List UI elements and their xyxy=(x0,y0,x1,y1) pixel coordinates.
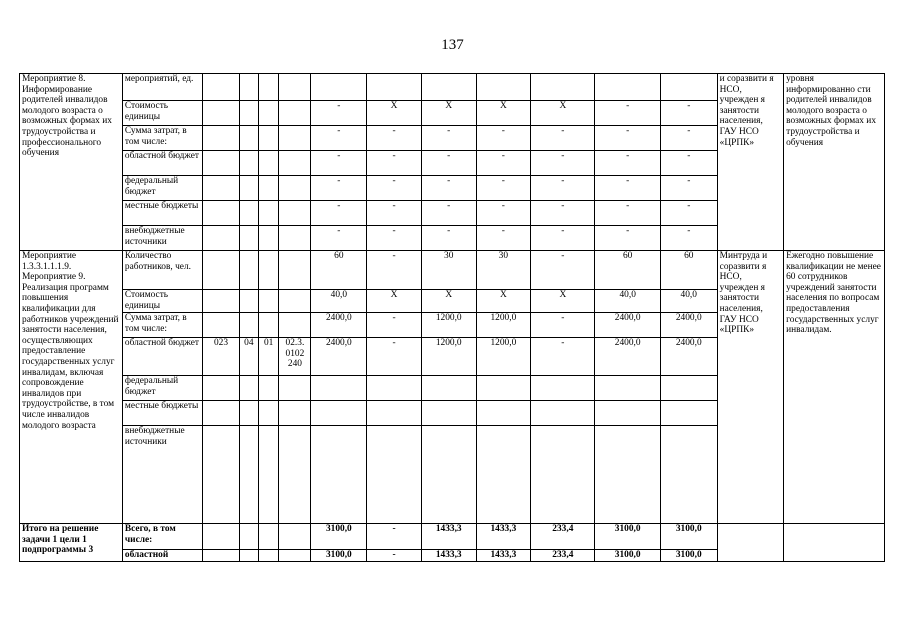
value-cell: - xyxy=(476,176,531,201)
value-cell: - xyxy=(531,151,595,176)
budget-code-cell xyxy=(239,176,258,201)
budget-code-cell xyxy=(203,151,239,176)
budget-code-cell xyxy=(279,74,311,101)
budget-code-cell xyxy=(258,550,278,562)
budget-code-cell xyxy=(203,226,239,251)
value-cell: 2400,0 xyxy=(311,313,367,338)
value-cell xyxy=(531,426,595,524)
value-cell: - xyxy=(367,151,422,176)
indicator-label: Стоимость единицы xyxy=(122,101,202,126)
value-cell: - xyxy=(595,201,660,226)
budget-code-cell xyxy=(239,313,258,338)
value-cell: 3100,0 xyxy=(595,524,660,550)
value-cell: - xyxy=(476,126,531,151)
budget-code-cell xyxy=(239,226,258,251)
value-cell: 60 xyxy=(311,251,367,290)
indicator-label: областной бюджет xyxy=(122,151,202,176)
budget-code-cell xyxy=(258,251,278,290)
value-cell: 1200,0 xyxy=(421,313,476,338)
budget-code-cell xyxy=(239,524,258,550)
indicator-label: местные бюджеты xyxy=(122,201,202,226)
value-cell xyxy=(660,426,717,524)
value-cell: X xyxy=(421,290,476,313)
budget-code-cell xyxy=(203,74,239,101)
value-cell xyxy=(595,426,660,524)
budget-code-cell xyxy=(203,290,239,313)
indicator-label: Сумма затрат, в том числе: xyxy=(122,126,202,151)
budget-code-cell xyxy=(279,101,311,126)
value-cell xyxy=(476,426,531,524)
result-cell: уровня информированно сти родителей инвалидов молодого возраста о возможных формах их трудоустройства и обучения xyxy=(784,74,885,251)
budget-code-cell xyxy=(203,176,239,201)
budget-code-cell xyxy=(279,376,311,401)
value-cell xyxy=(421,401,476,426)
value-cell: - xyxy=(595,176,660,201)
value-cell: - xyxy=(595,226,660,251)
value-cell: 2400,0 xyxy=(595,338,660,376)
budget-code-cell xyxy=(258,401,278,426)
value-cell: - xyxy=(367,338,422,376)
value-cell: - xyxy=(476,201,531,226)
value-cell: 30 xyxy=(421,251,476,290)
value-cell: - xyxy=(531,226,595,251)
budget-code-cell xyxy=(258,226,278,251)
value-cell: - xyxy=(476,151,531,176)
budget-code-cell xyxy=(258,426,278,524)
budget-code-cell xyxy=(203,126,239,151)
result-cell: Ежегодно повышение квалификации не менее 60 сотрудников учреждений занятости населения по вопросам предоставления государственных услуг инвалидам. xyxy=(784,251,885,524)
budget-code-cell xyxy=(258,313,278,338)
value-cell: 233,4 xyxy=(531,550,595,562)
value-cell: - xyxy=(660,176,717,201)
indicator-label: Количество работников, чел. xyxy=(122,251,202,290)
indicator-label: областной бюджет xyxy=(122,338,202,376)
event-cell: Мероприятие 1.3.3.1.1.1.9. Мероприятие 9. Реализация программ повышения квалификации для работников учреждений занятости населения, осуществляющих предоставление государственных услуг инвалидам, включая сопровождение инвалидов при трудоустройстве, в том числе инвалидов молодого возраста xyxy=(20,251,123,524)
executors-cell: Минтруда и соразвити я НСО, учрежден я занятости населения, ГАУ НСО «ЦРПК» xyxy=(717,251,783,524)
value-cell: - xyxy=(595,151,660,176)
event-cell: Мероприятие 8. Информирование родителей инвалидов молодого возраста о возможных формах их трудоустройства и профессионального обучения xyxy=(20,74,123,251)
budget-code-cell xyxy=(239,401,258,426)
value-cell: - xyxy=(421,176,476,201)
executors-cell: и соразвити я НСО, учрежден я занятости населения, ГАУ НСО «ЦРПК» xyxy=(717,74,783,251)
page-number: 137 xyxy=(441,37,464,53)
value-cell: - xyxy=(367,176,422,201)
budget-code-cell xyxy=(203,550,239,562)
value-cell xyxy=(311,74,367,101)
total-row xyxy=(20,524,885,550)
budget-code-cell xyxy=(258,126,278,151)
indicator-label: Сумма затрат, в том числе: xyxy=(122,313,202,338)
budget-code-cell: 04 xyxy=(239,338,258,376)
value-cell xyxy=(531,401,595,426)
value-cell: - xyxy=(311,201,367,226)
budget-code-cell xyxy=(203,376,239,401)
budget-code-cell xyxy=(279,426,311,524)
value-cell xyxy=(421,74,476,101)
value-cell xyxy=(595,74,660,101)
budget-code-cell xyxy=(279,226,311,251)
value-cell xyxy=(595,401,660,426)
value-cell: X xyxy=(421,101,476,126)
value-cell: 2400,0 xyxy=(311,338,367,376)
value-cell: 60 xyxy=(660,251,717,290)
value-cell: 2400,0 xyxy=(660,313,717,338)
value-cell xyxy=(367,401,422,426)
budget-code-cell xyxy=(203,101,239,126)
budget-code-cell xyxy=(239,251,258,290)
value-cell: - xyxy=(531,201,595,226)
value-cell: 1433,3 xyxy=(476,550,531,562)
budget-code-cell xyxy=(239,426,258,524)
value-cell: - xyxy=(367,524,422,550)
value-cell xyxy=(531,74,595,101)
value-cell: - xyxy=(660,126,717,151)
value-cell: X xyxy=(531,290,595,313)
value-cell: - xyxy=(367,251,422,290)
budget-code-cell xyxy=(279,201,311,226)
value-cell: - xyxy=(367,126,422,151)
value-cell xyxy=(476,74,531,101)
value-cell: - xyxy=(421,126,476,151)
budget-code-cell xyxy=(258,101,278,126)
value-cell xyxy=(367,426,422,524)
budget-code-cell xyxy=(239,550,258,562)
value-cell xyxy=(476,376,531,401)
value-cell: - xyxy=(311,226,367,251)
budget-code-cell xyxy=(203,426,239,524)
executors-cell xyxy=(717,524,783,562)
budget-code-cell xyxy=(203,313,239,338)
value-cell: - xyxy=(660,101,717,126)
result-cell xyxy=(784,524,885,562)
value-cell: - xyxy=(531,176,595,201)
value-cell xyxy=(421,376,476,401)
indicator-label: федеральный бюджет xyxy=(122,176,202,201)
budget-code-cell xyxy=(239,74,258,101)
budget-code-cell: 02.3. 0102 240 xyxy=(279,338,311,376)
value-cell xyxy=(311,376,367,401)
value-cell: - xyxy=(311,101,367,126)
value-cell: - xyxy=(311,151,367,176)
value-cell: 3100,0 xyxy=(311,524,367,550)
value-cell: 1433,3 xyxy=(421,524,476,550)
budget-code-cell xyxy=(203,251,239,290)
budget-code-cell xyxy=(258,524,278,550)
table-row xyxy=(20,251,885,290)
value-cell: 1200,0 xyxy=(476,313,531,338)
value-cell xyxy=(367,74,422,101)
budget-code-cell xyxy=(279,550,311,562)
value-cell: 1433,3 xyxy=(476,524,531,550)
budget-code-cell xyxy=(203,201,239,226)
value-cell xyxy=(476,401,531,426)
budget-code-cell xyxy=(258,376,278,401)
budget-code-cell xyxy=(279,524,311,550)
value-cell: X xyxy=(476,290,531,313)
budget-code-cell xyxy=(279,401,311,426)
value-cell: - xyxy=(595,101,660,126)
value-cell: - xyxy=(660,226,717,251)
value-cell: 1200,0 xyxy=(476,338,531,376)
budget-code-cell xyxy=(203,401,239,426)
budget-code-cell: 023 xyxy=(203,338,239,376)
budget-code-cell: 01 xyxy=(258,338,278,376)
budget-code-cell xyxy=(279,126,311,151)
value-cell: 1433,3 xyxy=(421,550,476,562)
budget-code-cell xyxy=(239,151,258,176)
value-cell xyxy=(660,74,717,101)
value-cell xyxy=(595,376,660,401)
value-cell: - xyxy=(311,176,367,201)
value-cell: 40,0 xyxy=(595,290,660,313)
budget-code-cell xyxy=(279,151,311,176)
value-cell: 2400,0 xyxy=(595,313,660,338)
budget-code-cell xyxy=(239,201,258,226)
value-cell: - xyxy=(367,313,422,338)
budget-code-cell xyxy=(258,290,278,313)
indicator-label: мероприятий, ед. xyxy=(122,74,202,101)
budget-code-cell xyxy=(203,524,239,550)
table-row xyxy=(20,74,885,101)
indicator-label: внебюджетные источники xyxy=(122,226,202,251)
budget-code-cell xyxy=(279,176,311,201)
value-cell: 3100,0 xyxy=(660,524,717,550)
total-label: Итого на решение задачи 1 цели 1 подпрограммы 3 xyxy=(20,524,123,562)
value-cell: 60 xyxy=(595,251,660,290)
value-cell: X xyxy=(476,101,531,126)
value-cell: - xyxy=(476,226,531,251)
budget-code-cell xyxy=(258,176,278,201)
indicator-label: Стоимость единицы xyxy=(122,290,202,313)
value-cell: - xyxy=(421,151,476,176)
value-cell: X xyxy=(531,101,595,126)
value-cell xyxy=(311,401,367,426)
program-table xyxy=(19,73,885,562)
value-cell: - xyxy=(367,201,422,226)
value-cell: - xyxy=(531,126,595,151)
value-cell: 30 xyxy=(476,251,531,290)
value-cell: - xyxy=(531,313,595,338)
budget-code-cell xyxy=(279,251,311,290)
budget-code-cell xyxy=(239,376,258,401)
value-cell xyxy=(421,426,476,524)
value-cell xyxy=(531,376,595,401)
budget-code-cell xyxy=(239,126,258,151)
value-cell: - xyxy=(531,251,595,290)
value-cell: - xyxy=(367,226,422,251)
value-cell xyxy=(311,426,367,524)
budget-code-cell xyxy=(258,201,278,226)
budget-code-cell xyxy=(279,313,311,338)
value-cell xyxy=(367,376,422,401)
value-cell: X xyxy=(367,101,422,126)
value-cell: 233,4 xyxy=(531,524,595,550)
value-cell: 1200,0 xyxy=(421,338,476,376)
budget-code-cell xyxy=(258,151,278,176)
value-cell: 40,0 xyxy=(660,290,717,313)
value-cell: - xyxy=(367,550,422,562)
value-cell: - xyxy=(311,126,367,151)
budget-code-cell xyxy=(239,290,258,313)
total-row-label: областной xyxy=(122,550,202,562)
value-cell: - xyxy=(531,338,595,376)
value-cell: 2400,0 xyxy=(660,338,717,376)
budget-code-cell xyxy=(279,290,311,313)
budget-code-cell xyxy=(239,101,258,126)
value-cell: - xyxy=(660,151,717,176)
value-cell: - xyxy=(421,226,476,251)
value-cell xyxy=(660,401,717,426)
indicator-label: внебюджетные источники xyxy=(122,426,202,524)
value-cell: - xyxy=(421,201,476,226)
value-cell: 40,0 xyxy=(311,290,367,313)
value-cell: X xyxy=(367,290,422,313)
value-cell: 3100,0 xyxy=(311,550,367,562)
value-cell: - xyxy=(660,201,717,226)
value-cell: 3100,0 xyxy=(595,550,660,562)
total-row-label: Всего, в том числе: xyxy=(122,524,202,550)
value-cell: 3100,0 xyxy=(660,550,717,562)
value-cell: - xyxy=(595,126,660,151)
indicator-label: федеральный бюджет xyxy=(122,376,202,401)
indicator-label: местные бюджеты xyxy=(122,401,202,426)
budget-code-cell xyxy=(258,74,278,101)
value-cell xyxy=(660,376,717,401)
